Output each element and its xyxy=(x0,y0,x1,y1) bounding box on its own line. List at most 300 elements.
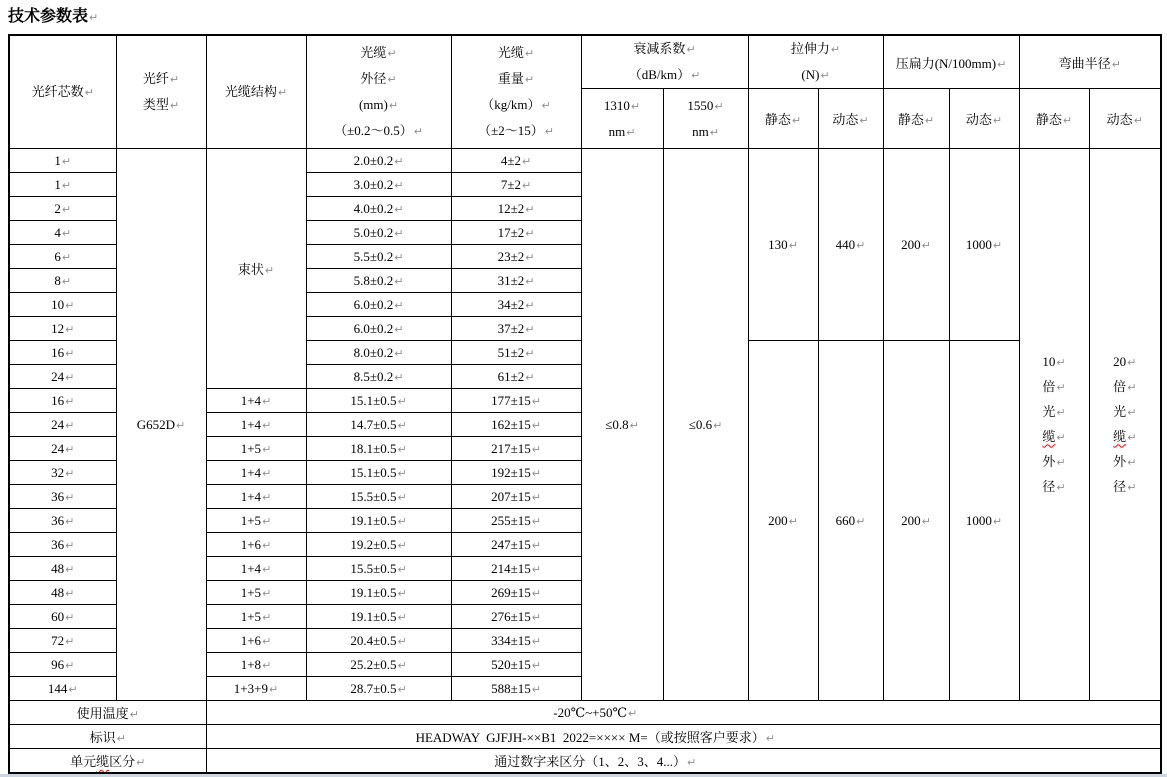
paragraph-mark: ↵ xyxy=(262,634,272,648)
structure-cell: 1+3+9↵ xyxy=(206,677,306,701)
subheader-1550nm xyxy=(663,89,748,149)
paragraph-mark: ↵ xyxy=(397,514,407,528)
paragraph-mark: ↵ xyxy=(859,114,869,127)
paragraph-mark: ↵ xyxy=(531,658,541,672)
paragraph-mark: ↵ xyxy=(388,99,399,112)
unit-cable-value-cell: 通过数字来区分（1、2、3、4...）↵ xyxy=(206,749,1161,773)
cores-cell: 36↵ xyxy=(9,533,116,557)
paragraph-mark: ↵ xyxy=(262,394,272,408)
paragraph-mark: ↵ xyxy=(65,418,75,432)
diameter-cell: 6.0±0.2↵ xyxy=(306,317,451,341)
weight-cell: 207±15↵ xyxy=(451,485,581,509)
header-text: 压扁力(N/100mm) xyxy=(895,55,997,71)
cores-cell: 4↵ xyxy=(9,221,116,245)
temperature-value-cell: -20℃~+50℃↵ xyxy=(206,701,1161,725)
group-header-crush xyxy=(883,35,1019,89)
paragraph-mark: ↵ xyxy=(820,69,830,82)
crush-static-cell-2: 200↵ xyxy=(883,341,949,701)
paragraph-mark: ↵ xyxy=(830,43,841,56)
paragraph-mark: ↵ xyxy=(65,514,75,528)
subheader-bend-dynamic xyxy=(1089,89,1161,149)
paragraph-mark: ↵ xyxy=(61,178,72,192)
cores-cell: 6↵ xyxy=(9,245,116,269)
paragraph-mark: ↵ xyxy=(1127,455,1137,469)
cores-cell: 36↵ xyxy=(9,485,116,509)
paragraph-mark: ↵ xyxy=(262,610,272,624)
paragraph-mark: ↵ xyxy=(531,562,541,576)
paragraph-mark: ↵ xyxy=(387,47,397,60)
paragraph-mark: ↵ xyxy=(1056,355,1066,369)
paragraph-mark: ↵ xyxy=(84,86,94,99)
header-text: 1550 xyxy=(687,97,714,113)
header-text: (N) xyxy=(801,67,820,82)
cores-cell: 1↵ xyxy=(9,173,116,197)
paragraph-mark: ↵ xyxy=(531,634,541,648)
paragraph-mark: ↵ xyxy=(992,114,1003,127)
footer-row-unit-cable xyxy=(9,749,1161,773)
diameter-cell: 6.0±0.2↵ xyxy=(306,293,451,317)
paragraph-mark: ↵ xyxy=(262,562,272,576)
paragraph-mark: ↵ xyxy=(129,708,139,721)
header-text: 动态 xyxy=(832,112,859,127)
paragraph-mark: ↵ xyxy=(262,442,272,456)
diameter-cell: 4.0±0.2↵ xyxy=(306,197,451,221)
paragraph-mark: ↵ xyxy=(268,682,279,696)
paragraph-mark: ↵ xyxy=(397,610,407,624)
diameter-cell: 8.5±0.2↵ xyxy=(306,365,451,389)
paragraph-mark: ↵ xyxy=(525,322,535,336)
header-text: 静态 xyxy=(1035,112,1062,127)
diameter-cell: 18.1±0.5↵ xyxy=(306,437,451,461)
paragraph-mark: ↵ xyxy=(691,69,701,82)
paragraph-mark: ↵ xyxy=(1056,380,1066,394)
footer-row-marking xyxy=(9,725,1161,749)
col-header-cable-weight xyxy=(451,35,581,149)
paragraph-mark: ↵ xyxy=(531,490,541,504)
paragraph-mark: ↵ xyxy=(525,202,535,216)
paragraph-mark: ↵ xyxy=(1056,405,1066,419)
header-text: 1310 xyxy=(603,97,630,113)
weight-cell: 177±15↵ xyxy=(451,389,581,413)
paragraph-mark: ↵ xyxy=(394,346,404,360)
paragraph-mark: ↵ xyxy=(394,250,404,264)
structure-bundle-cell: 束状↵ xyxy=(206,149,306,389)
paragraph-mark: ↵ xyxy=(525,250,535,264)
weight-cell: 269±15↵ xyxy=(451,581,581,605)
weight-cell: 7±2↵ xyxy=(451,173,581,197)
header-text: 静态 xyxy=(764,112,791,127)
marking-label-cell: 标识↵ xyxy=(9,725,206,749)
col-header-cable-structure xyxy=(206,35,306,149)
paragraph-mark: ↵ xyxy=(394,370,404,384)
header-text: 动态 xyxy=(965,112,992,127)
weight-cell: 520±15↵ xyxy=(451,653,581,677)
paragraph-mark: ↵ xyxy=(921,238,931,252)
paragraph-mark: ↵ xyxy=(544,125,554,138)
paragraph-mark: ↵ xyxy=(531,466,541,480)
diameter-cell: 15.5±0.5↵ xyxy=(306,485,451,509)
weight-cell: 214±15↵ xyxy=(451,557,581,581)
attenuation-1310-cell: ≤0.8↵ xyxy=(581,149,663,701)
paragraph-mark: ↵ xyxy=(61,250,72,264)
weight-cell: 247±15↵ xyxy=(451,533,581,557)
structure-cell: 1+5↵ xyxy=(206,581,306,605)
cores-cell: 8↵ xyxy=(9,269,116,293)
tension-dynamic-cell-1: 440↵ xyxy=(818,149,883,341)
paragraph-mark: ↵ xyxy=(397,466,407,480)
diameter-cell: 15.5±0.5↵ xyxy=(306,557,451,581)
spec-table xyxy=(8,34,1162,774)
header-text: （kg/km） xyxy=(481,97,541,112)
diameter-cell: 3.0±0.2↵ xyxy=(306,173,451,197)
paragraph-mark: ↵ xyxy=(61,154,72,168)
structure-cell: 1+4↵ xyxy=(206,557,306,581)
marking-value-cell: HEADWAY GJFJH-××B1 2022=×××× M=（或按照客户要求）↵ xyxy=(206,725,1161,749)
paragraph-mark: ↵ xyxy=(262,466,272,480)
header-text: 光纤 xyxy=(142,71,169,86)
paragraph-mark: ↵ xyxy=(394,274,404,288)
header-text: 重量 xyxy=(497,71,524,86)
page-title xyxy=(0,0,1167,34)
group-header-attenuation xyxy=(581,35,748,89)
paragraph-mark: ↵ xyxy=(686,43,696,56)
header-text: 静态 xyxy=(897,112,924,127)
diameter-cell: 15.1±0.5↵ xyxy=(306,461,451,485)
paragraph-mark: ↵ xyxy=(531,586,541,600)
paragraph-mark: ↵ xyxy=(387,73,397,86)
diameter-cell: 19.1±0.5↵ xyxy=(306,605,451,629)
cores-cell: 24↵ xyxy=(9,413,116,437)
paragraph-mark: ↵ xyxy=(394,178,404,192)
paragraph-mark: ↵ xyxy=(169,99,180,112)
paragraph-mark: ↵ xyxy=(65,466,75,480)
paragraph-mark: ↵ xyxy=(65,562,75,576)
cores-cell: 2↵ xyxy=(9,197,116,221)
weight-cell: 17±2↵ xyxy=(451,221,581,245)
paragraph-mark: ↵ xyxy=(531,514,541,528)
diameter-cell: 5.5±0.2↵ xyxy=(306,245,451,269)
weight-cell: 51±2↵ xyxy=(451,341,581,365)
paragraph-mark: ↵ xyxy=(65,634,75,648)
paragraph-mark: ↵ xyxy=(765,732,775,745)
paragraph-mark: ↵ xyxy=(65,586,75,600)
paragraph-mark: ↵ xyxy=(525,346,535,360)
paragraph-mark: ↵ xyxy=(65,610,75,624)
diameter-cell: 25.2±0.5↵ xyxy=(306,653,451,677)
header-text: 光纤芯数 xyxy=(31,84,84,99)
cores-cell: 144↵ xyxy=(9,677,116,701)
unit-cable-label-cell: 单元缆区分↵ xyxy=(9,749,206,773)
paragraph-mark: ↵ xyxy=(397,490,407,504)
paragraph-mark: ↵ xyxy=(65,538,75,552)
weight-cell: 61±2↵ xyxy=(451,365,581,389)
paragraph-mark: ↵ xyxy=(525,226,535,240)
cores-cell: 60↵ xyxy=(9,605,116,629)
paragraph-mark: ↵ xyxy=(788,514,798,528)
cores-cell: 72↵ xyxy=(9,629,116,653)
paragraph-mark: ↵ xyxy=(856,238,866,252)
paragraph-mark: ↵ xyxy=(992,238,1003,252)
paragraph-mark: ↵ xyxy=(262,658,272,672)
paragraph-mark: ↵ xyxy=(397,682,407,696)
subheader-crush-static xyxy=(883,89,949,149)
paragraph-mark: ↵ xyxy=(397,562,407,576)
paragraph-mark: ↵ xyxy=(531,538,541,552)
subheader-tension-static xyxy=(748,89,818,149)
paragraph-mark: ↵ xyxy=(397,418,407,432)
cores-cell: 1↵ xyxy=(9,149,116,173)
cores-cell: 48↵ xyxy=(9,581,116,605)
col-header-fiber-cores xyxy=(9,35,116,149)
header-text: （±0.2～0.5） xyxy=(334,123,413,138)
spellcheck-underline: 缆 xyxy=(96,753,110,769)
paragraph-mark: ↵ xyxy=(1056,455,1066,469)
structure-cell: 1+8↵ xyxy=(206,653,306,677)
paragraph-mark: ↵ xyxy=(65,322,75,336)
paragraph-mark: ↵ xyxy=(262,490,272,504)
paragraph-mark: ↵ xyxy=(397,442,407,456)
paragraph-mark: ↵ xyxy=(1127,355,1137,369)
fiber-type-cell: G652D↵ xyxy=(116,149,206,701)
header-text: nm xyxy=(608,123,626,139)
paragraph-mark: ↵ xyxy=(709,125,719,139)
cores-cell: 48↵ xyxy=(9,557,116,581)
weight-cell: 276±15↵ xyxy=(451,605,581,629)
cores-cell: 12↵ xyxy=(9,317,116,341)
header-text: （±2～15） xyxy=(478,123,544,138)
paragraph-mark: ↵ xyxy=(687,755,697,769)
paragraph-mark: ↵ xyxy=(713,418,723,432)
paragraph-mark: ↵ xyxy=(65,298,75,312)
paragraph-mark: ↵ xyxy=(262,538,272,552)
crush-dynamic-cell-1: 1000↵ xyxy=(949,149,1019,341)
paragraph-mark: ↵ xyxy=(169,73,180,86)
weight-cell: 31±2↵ xyxy=(451,269,581,293)
header-text: 拉伸力 xyxy=(790,41,830,56)
diameter-cell: 14.7±0.5↵ xyxy=(306,413,451,437)
paragraph-mark: ↵ xyxy=(531,682,541,696)
paragraph-mark: ↵ xyxy=(397,634,407,648)
paragraph-mark: ↵ xyxy=(1127,380,1137,394)
header-text: 外径 xyxy=(360,71,387,86)
weight-cell: 162±15↵ xyxy=(451,413,581,437)
group-header-tension xyxy=(748,35,883,89)
paragraph-mark: ↵ xyxy=(628,706,638,720)
paragraph-mark: ↵ xyxy=(531,442,541,456)
paragraph-mark: ↵ xyxy=(856,514,866,528)
paragraph-mark: ↵ xyxy=(521,154,532,168)
paragraph-mark: ↵ xyxy=(264,264,275,277)
weight-cell: 192±15↵ xyxy=(451,461,581,485)
table-row xyxy=(9,149,1161,173)
col-header-fiber-type xyxy=(116,35,206,149)
paragraph-mark: ↵ xyxy=(788,238,798,252)
diameter-cell: 5.8±0.2↵ xyxy=(306,269,451,293)
paragraph-mark: ↵ xyxy=(61,274,72,288)
paragraph-mark: ↵ xyxy=(65,442,75,456)
col-header-cable-diameter xyxy=(306,35,451,149)
cores-cell: 36↵ xyxy=(9,509,116,533)
paragraph-mark: ↵ xyxy=(1127,430,1137,444)
weight-cell: 588±15↵ xyxy=(451,677,581,701)
paragraph-mark: ↵ xyxy=(924,114,935,127)
tension-static-cell-1: 130↵ xyxy=(748,149,818,341)
diameter-cell: 20.4±0.5↵ xyxy=(306,629,451,653)
subheader-tension-dynamic xyxy=(818,89,883,149)
paragraph-mark: ↵ xyxy=(65,394,75,408)
paragraph-mark: ↵ xyxy=(413,125,423,138)
window-bottom-edge xyxy=(0,774,1167,777)
paragraph-mark: ↵ xyxy=(791,114,802,127)
header-row-groups xyxy=(9,35,1161,89)
paragraph-mark: ↵ xyxy=(262,418,272,432)
paragraph-mark: ↵ xyxy=(521,178,532,192)
diameter-cell: 2.0±0.2↵ xyxy=(306,149,451,173)
paragraph-mark: ↵ xyxy=(714,99,724,113)
structure-cell: 1+4↵ xyxy=(206,485,306,509)
paragraph-mark: ↵ xyxy=(397,586,407,600)
paragraph-mark: ↵ xyxy=(921,514,931,528)
paragraph-mark: ↵ xyxy=(1127,405,1137,419)
header-text: （dB/km） xyxy=(628,67,691,82)
crush-dynamic-cell-2: 1000↵ xyxy=(949,341,1019,701)
paragraph-mark: ↵ xyxy=(1127,480,1137,494)
header-text: 类型 xyxy=(142,97,169,112)
paragraph-mark: ↵ xyxy=(997,57,1007,71)
cores-cell: 24↵ xyxy=(9,365,116,389)
paragraph-mark: ↵ xyxy=(525,298,535,312)
structure-cell: 1+5↵ xyxy=(206,437,306,461)
bend-static-cell: 10↵ 倍↵ 光↵ 缆↵ 外↵ 径↵ xyxy=(1019,149,1089,701)
paragraph-mark: ↵ xyxy=(89,11,99,24)
paragraph-mark: ↵ xyxy=(1111,57,1121,71)
cores-cell: 10↵ xyxy=(9,293,116,317)
weight-cell: 12±2↵ xyxy=(451,197,581,221)
paragraph-mark: ↵ xyxy=(65,370,75,384)
paragraph-mark: ↵ xyxy=(61,226,72,240)
cores-cell: 96↵ xyxy=(9,653,116,677)
header-text: 光缆 xyxy=(497,45,524,60)
cores-cell: 24↵ xyxy=(9,437,116,461)
paragraph-mark: ↵ xyxy=(524,47,535,60)
paragraph-mark: ↵ xyxy=(65,490,75,504)
subheader-1310nm xyxy=(581,89,663,149)
weight-cell: 255±15↵ xyxy=(451,509,581,533)
paragraph-mark: ↵ xyxy=(525,370,535,384)
paragraph-mark: ↵ xyxy=(531,394,541,408)
paragraph-mark: ↵ xyxy=(397,538,407,552)
attenuation-1550-cell: ≤0.6↵ xyxy=(663,149,748,701)
header-text: nm xyxy=(692,123,709,139)
header-text: (mm) xyxy=(358,97,388,112)
paragraph-mark: ↵ xyxy=(992,514,1003,528)
page-title-text: 技术参数表 xyxy=(8,8,89,25)
diameter-cell: 5.0±0.2↵ xyxy=(306,221,451,245)
paragraph-mark: ↵ xyxy=(626,125,636,139)
paragraph-mark: ↵ xyxy=(531,610,541,624)
paragraph-mark: ↵ xyxy=(116,732,126,745)
weight-cell: 37±2↵ xyxy=(451,317,581,341)
structure-cell: 1+4↵ xyxy=(206,461,306,485)
bend-dynamic-cell: 20↵ 倍↵ 光↵ 缆↵ 外↵ 径↵ xyxy=(1089,149,1161,701)
diameter-cell: 15.1±0.5↵ xyxy=(306,389,451,413)
weight-cell: 4±2↵ xyxy=(451,149,581,173)
weight-cell: 23±2↵ xyxy=(451,245,581,269)
footer-row-temperature xyxy=(9,701,1161,725)
paragraph-mark: ↵ xyxy=(541,99,551,112)
header-text: 光缆 xyxy=(360,45,387,60)
paragraph-mark: ↵ xyxy=(262,514,272,528)
header-text: 衰减系数 xyxy=(633,41,686,56)
paragraph-mark: ↵ xyxy=(394,226,404,240)
paragraph-mark: ↵ xyxy=(630,99,641,113)
tension-dynamic-cell-2: 660↵ xyxy=(818,341,883,701)
paragraph-mark: ↵ xyxy=(1133,114,1143,127)
structure-cell: 1+4↵ xyxy=(206,413,306,437)
paragraph-mark: ↵ xyxy=(1056,480,1066,494)
header-text: 弯曲半径 xyxy=(1058,55,1111,71)
paragraph-mark: ↵ xyxy=(61,202,72,216)
weight-cell: 217±15↵ xyxy=(451,437,581,461)
structure-cell: 1+6↵ xyxy=(206,629,306,653)
structure-cell: 1+5↵ xyxy=(206,509,306,533)
cores-cell: 16↵ xyxy=(9,341,116,365)
cores-cell: 32↵ xyxy=(9,461,116,485)
paragraph-mark: ↵ xyxy=(65,658,75,672)
subheader-bend-static xyxy=(1019,89,1089,149)
cores-cell: 16↵ xyxy=(9,389,116,413)
paragraph-mark: ↵ xyxy=(629,418,639,432)
tension-static-cell-2: 200↵ xyxy=(748,341,818,701)
diameter-cell: 19.1±0.5↵ xyxy=(306,509,451,533)
weight-cell: 34±2↵ xyxy=(451,293,581,317)
spellcheck-underline: 缆 xyxy=(1042,428,1056,444)
paragraph-mark: ↵ xyxy=(176,418,186,432)
paragraph-mark: ↵ xyxy=(394,298,404,312)
diameter-cell: 8.0±0.2↵ xyxy=(306,341,451,365)
paragraph-mark: ↵ xyxy=(397,394,407,408)
paragraph-mark: ↵ xyxy=(524,73,535,86)
diameter-cell: 19.1±0.5↵ xyxy=(306,581,451,605)
header-text: 光缆结构 xyxy=(224,84,277,99)
paragraph-mark: ↵ xyxy=(68,682,78,696)
structure-cell: 1+5↵ xyxy=(206,605,306,629)
paragraph-mark: ↵ xyxy=(531,418,541,432)
weight-cell: 334±15↵ xyxy=(451,629,581,653)
paragraph-mark: ↵ xyxy=(1062,114,1073,127)
structure-cell: 1+4↵ xyxy=(206,389,306,413)
paragraph-mark: ↵ xyxy=(394,322,404,336)
group-header-bend-radius xyxy=(1019,35,1161,89)
subheader-crush-dynamic xyxy=(949,89,1019,149)
paragraph-mark: ↵ xyxy=(525,274,535,288)
paragraph-mark: ↵ xyxy=(394,154,404,168)
structure-cell: 1+6↵ xyxy=(206,533,306,557)
spellcheck-underline: 缆 xyxy=(1113,428,1127,444)
paragraph-mark: ↵ xyxy=(397,658,407,672)
diameter-cell: 19.2±0.5↵ xyxy=(306,533,451,557)
paragraph-mark: ↵ xyxy=(1056,430,1066,444)
paragraph-mark: ↵ xyxy=(394,202,404,216)
paragraph-mark: ↵ xyxy=(136,755,146,769)
header-text: 动态 xyxy=(1106,112,1133,127)
paragraph-mark: ↵ xyxy=(65,346,75,360)
crush-static-cell-1: 200↵ xyxy=(883,149,949,341)
paragraph-mark: ↵ xyxy=(277,86,288,99)
temperature-label-cell: 使用温度↵ xyxy=(9,701,206,725)
paragraph-mark: ↵ xyxy=(262,586,272,600)
diameter-cell: 28.7±0.5↵ xyxy=(306,677,451,701)
